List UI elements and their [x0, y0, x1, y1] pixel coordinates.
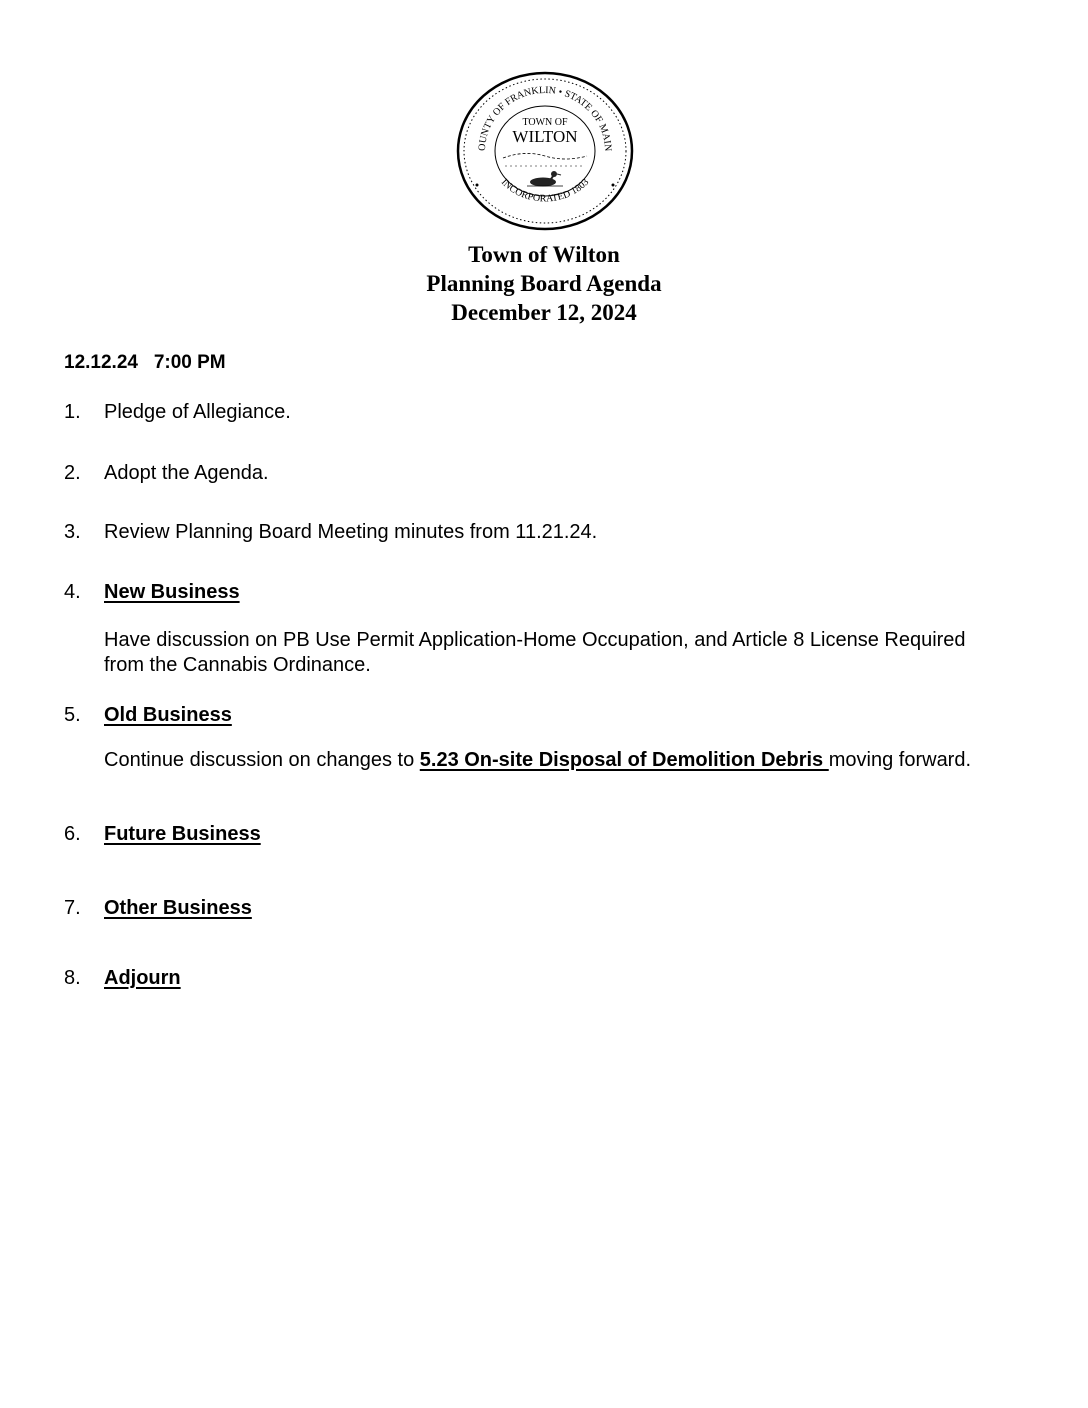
- meeting-datetime: [64, 352, 226, 374]
- header-town: Town of Wilton: [468, 242, 620, 267]
- ordinance-reference-link[interactable]: 5.23 On-site Disposal of Demolition Debris: [419, 749, 829, 771]
- new-business-detail: Have discussion on PB Use Permit Application-Home Occupation, and Article 8 License Required from the Cannabis Ordinance.: [104, 629, 966, 676]
- seal-bottom-text: INCORPORATED 1803: [498, 176, 592, 205]
- mountain-line-icon: [503, 153, 587, 159]
- item-text: Pledge of Allegiance.: [104, 401, 291, 423]
- item-number: 6.: [64, 823, 81, 845]
- loon-icon: [527, 171, 563, 187]
- detail-text-after: moving forward.: [828, 749, 972, 771]
- item-number: 3.: [64, 521, 81, 543]
- town-seal: [455, 70, 635, 232]
- item-number: 7.: [64, 897, 81, 919]
- seal-top-text: OUNTY OF FRANKLIN • STATE OF MAIN: [476, 84, 614, 152]
- section-heading-other-business: Other Business: [104, 897, 252, 919]
- document-header: [0, 240, 1088, 327]
- seal-center-line1: TOWN OF: [522, 117, 568, 128]
- section-heading-future-business: Future Business: [104, 823, 261, 845]
- item-number: 1.: [64, 401, 81, 423]
- seal-center-line2: WILTON: [512, 127, 578, 146]
- header-date: December 12, 2024: [451, 300, 637, 325]
- item-number: 5.: [64, 704, 81, 726]
- item-number: 2.: [64, 462, 81, 484]
- section-heading-old-business: Old Business: [104, 704, 232, 726]
- header-title: Planning Board Agenda: [426, 271, 662, 296]
- old-business-detail: [104, 748, 984, 773]
- detail-text-before: Continue discussion on changes to: [104, 749, 420, 771]
- meeting-time: 7:00 PM: [153, 352, 226, 373]
- item-text: Adopt the Agenda.: [104, 462, 269, 484]
- meeting-date: 12.12.24: [64, 352, 138, 373]
- item-number: 8.: [64, 967, 81, 989]
- seal-graphic: [455, 70, 635, 232]
- section-heading-new-business: New Business: [104, 581, 240, 603]
- item-text: Review Planning Board Meeting minutes from 11.21.24.: [104, 521, 598, 543]
- section-heading-adjourn: Adjourn: [104, 967, 181, 989]
- item-number: 4.: [64, 581, 81, 603]
